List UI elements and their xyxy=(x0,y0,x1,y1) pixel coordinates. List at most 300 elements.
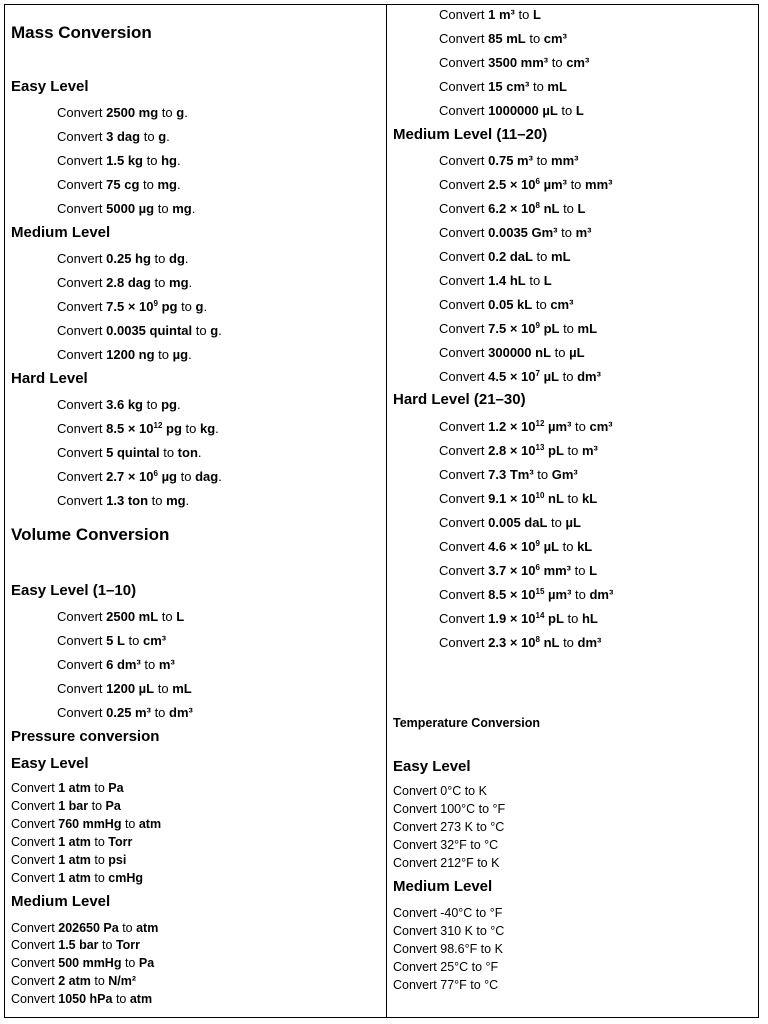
instruction-text: to xyxy=(181,421,200,436)
quantity-text: atm xyxy=(129,992,153,1006)
instruction-text: Convert xyxy=(439,249,489,264)
instruction-text: Convert xyxy=(57,609,107,624)
quantity-text: Torr xyxy=(108,835,133,849)
right-column xyxy=(387,5,758,1017)
exercise-item xyxy=(11,781,124,795)
instruction-text: to xyxy=(559,539,578,554)
instruction-text: to xyxy=(118,921,137,935)
quantity-text: $8.5 \times 10^{15}$ µm³ xyxy=(488,587,572,602)
quantity-text: m³ xyxy=(158,657,175,672)
instruction-text: to xyxy=(90,835,109,849)
quantity-text: L xyxy=(589,563,598,578)
instruction-text: Convert xyxy=(439,297,489,312)
instruction-text: to xyxy=(148,493,167,508)
exercise-item xyxy=(57,129,170,144)
instruction-text: to xyxy=(192,323,211,338)
instruction-text: Convert xyxy=(11,921,59,935)
exercise-item xyxy=(57,469,222,484)
quantity-text: 1.5 bar xyxy=(58,938,99,952)
instruction-text: to xyxy=(532,249,552,264)
quantity-text: dag xyxy=(195,469,219,484)
instruction-text: to xyxy=(150,275,170,290)
exercise-item xyxy=(57,609,184,624)
quantity-text: 1 m³ xyxy=(488,7,515,22)
instruction-text: Convert xyxy=(439,225,489,240)
heading-medium-level: Medium Level xyxy=(393,878,493,895)
instruction-text: Convert xyxy=(439,79,489,94)
exercise-item xyxy=(393,856,499,870)
quantity-text: L xyxy=(176,609,185,624)
exercise-item xyxy=(11,799,121,813)
quantity-text: 1.4 hL xyxy=(488,273,526,288)
instruction-text: to xyxy=(532,297,551,312)
instruction-text: to xyxy=(158,609,177,624)
quantity-text: $3.7 \times 10^6$ mm³ xyxy=(488,563,572,578)
heading-medium-level-11-20: Medium Level (11–20) xyxy=(393,126,548,143)
instruction-text: to xyxy=(154,347,173,362)
exercise-item xyxy=(57,347,192,362)
exponent: 9 xyxy=(535,539,540,548)
instruction-text: Convert xyxy=(57,153,107,168)
quantity-text: Gm³ xyxy=(551,467,578,482)
instruction-text: Convert xyxy=(11,871,59,885)
heading-volume-conversion: Volume Conversion xyxy=(11,525,170,544)
quantity-text: $7.5 \times 10^9$ pg xyxy=(106,299,178,314)
quantity-text: dm³ xyxy=(169,705,193,720)
instruction-text: to xyxy=(525,31,544,46)
instruction-text: Convert 212°F to K xyxy=(393,856,500,870)
quantity-text: µL xyxy=(565,515,581,530)
exercise-item xyxy=(439,635,601,650)
quantity-text: cmHg xyxy=(108,871,144,885)
instruction-text: to xyxy=(571,419,590,434)
instruction-text: to xyxy=(566,177,586,192)
quantity-text: L xyxy=(577,201,586,216)
quantity-text: Pa xyxy=(138,956,155,970)
quantity-text: 3.6 kg xyxy=(106,397,143,412)
instruction-text: Convert xyxy=(11,974,59,988)
quantity-text: 3 dag xyxy=(106,129,141,144)
exercise-item xyxy=(11,992,152,1006)
instruction-text: to xyxy=(559,201,578,216)
quantity-text: 5 L xyxy=(106,633,125,648)
quantity-text: $7.5 \times 10^9$ pL xyxy=(488,321,560,336)
instruction-text: Convert xyxy=(439,273,489,288)
instruction-text: to xyxy=(514,7,533,22)
instruction-text: Convert xyxy=(439,153,489,168)
exercise-item xyxy=(57,421,219,436)
exercise-item xyxy=(439,297,573,312)
quantity-text: 1 bar xyxy=(58,799,89,813)
quantity-text: 1 atm xyxy=(58,835,91,849)
exercise-item xyxy=(11,938,140,952)
instruction-text: to xyxy=(559,635,578,650)
instruction-text: to xyxy=(551,345,570,360)
instruction-text: . xyxy=(218,323,222,338)
heading-medium-level: Medium Level xyxy=(11,224,111,241)
exercise-item xyxy=(393,978,498,992)
exponent: 9 xyxy=(535,321,540,330)
quantity-text: ton xyxy=(177,445,198,460)
quantity-text: m³ xyxy=(575,225,592,240)
exponent: 10 xyxy=(535,491,545,500)
instruction-text: Convert xyxy=(439,103,489,118)
instruction-text: Convert 310 K to °C xyxy=(393,924,505,938)
exercise-item xyxy=(57,323,222,338)
quantity-text: 85 mL xyxy=(488,31,526,46)
instruction-text: Convert xyxy=(439,55,489,70)
quantity-text: 0.75 m³ xyxy=(488,153,533,168)
quantity-text: 1200 ng xyxy=(106,347,155,362)
instruction-text: Convert 32°F to °C xyxy=(393,838,499,852)
instruction-text: Convert xyxy=(439,491,489,506)
instruction-text: . xyxy=(176,397,181,412)
quantity-text: mg xyxy=(166,493,186,508)
quantity-text: cm³ xyxy=(143,633,167,648)
quantity-text: 1000000 µL xyxy=(488,103,558,118)
instruction-text: Convert xyxy=(11,853,59,867)
quantity-text: $1.2 \times 10^{12}$ µm³ xyxy=(488,419,572,434)
quantity-text: mg xyxy=(157,177,177,192)
instruction-text: . xyxy=(185,493,190,508)
instruction-text: Convert 100°C to °F xyxy=(393,802,506,816)
quantity-text: g xyxy=(158,129,167,144)
quantity-text: psi xyxy=(108,853,127,867)
exercise-item xyxy=(393,960,498,974)
quantity-text: hg xyxy=(161,153,177,168)
exponent: 15 xyxy=(535,587,545,596)
instruction-text: to xyxy=(88,799,106,813)
instruction-text: to xyxy=(124,633,144,648)
exercise-item xyxy=(439,7,541,22)
quantity-text: L xyxy=(575,103,584,118)
exponent: 7 xyxy=(535,369,540,378)
quantity-text: $2.7 \times 10^6$ µg xyxy=(106,469,177,484)
instruction-text: Convert xyxy=(439,321,489,336)
quantity-text: 5000 µg xyxy=(106,201,155,216)
instruction-text: to xyxy=(150,705,170,720)
quantity-text: mm³ xyxy=(585,177,613,192)
instruction-text: to xyxy=(121,956,139,970)
instruction-text: Convert xyxy=(11,956,59,970)
instruction-text: to xyxy=(121,817,139,831)
exercise-item xyxy=(11,853,126,867)
instruction-text: to xyxy=(140,129,159,144)
instruction-text: Convert xyxy=(439,587,489,602)
quantity-text: $2.5 \times 10^6$ µm³ xyxy=(488,177,567,192)
quantity-text: 2500 mg xyxy=(106,105,159,120)
quantity-text: dm³ xyxy=(577,635,602,650)
instruction-text: Convert xyxy=(57,705,107,720)
exercise-item xyxy=(439,55,589,70)
quantity-text: mg xyxy=(172,201,192,216)
exercise-item xyxy=(393,838,498,852)
instruction-text: to xyxy=(112,992,130,1006)
instruction-text: Convert xyxy=(11,799,59,813)
instruction-text: . xyxy=(203,299,208,314)
quantity-text: 0.0035 Gm³ xyxy=(488,225,558,240)
instruction-text: to xyxy=(557,225,576,240)
quantity-text: 1.5 kg xyxy=(106,153,143,168)
instruction-text: to xyxy=(150,251,170,266)
quantity-text: L xyxy=(532,7,541,22)
instruction-text: . xyxy=(188,275,193,290)
quantity-text: kL xyxy=(581,491,598,506)
exercise-item xyxy=(57,275,192,290)
exercise-item xyxy=(439,419,613,434)
instruction-text: Convert xyxy=(439,539,489,554)
exercise-item xyxy=(439,249,571,264)
exponent: 8 xyxy=(535,635,540,644)
quantity-text: 5 quintal xyxy=(106,445,160,460)
instruction-text: Convert xyxy=(439,419,489,434)
exercise-item xyxy=(439,563,597,578)
quantity-text: pg xyxy=(161,397,177,412)
instruction-text: to xyxy=(532,153,552,168)
instruction-text: Convert xyxy=(57,299,107,314)
instruction-text: to xyxy=(559,321,578,336)
exercise-item xyxy=(57,397,181,412)
exercise-item xyxy=(57,177,181,192)
instruction-text: to xyxy=(154,201,173,216)
heading-easy-level: Easy Level xyxy=(11,755,89,772)
quantity-text: cm³ xyxy=(589,419,613,434)
instruction-text: Convert xyxy=(57,445,107,460)
instruction-text: to xyxy=(571,563,590,578)
exercise-item xyxy=(57,153,181,168)
heading-easy-level: Easy Level xyxy=(393,758,471,775)
quantity-text: $2.8 \times 10^{13}$ pL xyxy=(488,443,564,458)
quantity-text: 1.3 ton xyxy=(106,493,149,508)
instruction-text: to xyxy=(525,273,544,288)
instruction-text: Convert xyxy=(57,201,107,216)
instruction-text: to xyxy=(529,79,548,94)
instruction-text: to xyxy=(557,103,576,118)
exercise-item xyxy=(439,443,598,458)
exponent: 6 xyxy=(535,563,540,572)
quantity-text: 0.0035 quintal xyxy=(106,323,193,338)
quantity-text: mm³ xyxy=(551,153,579,168)
instruction-text: to xyxy=(177,469,196,484)
instruction-text: Convert xyxy=(57,105,107,120)
instruction-text: Convert xyxy=(57,275,107,290)
quantity-text: 500 mmHg xyxy=(58,956,122,970)
instruction-text: to xyxy=(140,657,159,672)
exercise-item xyxy=(57,105,188,120)
instruction-text: Convert xyxy=(57,347,107,362)
exponent: 14 xyxy=(535,611,545,620)
instruction-text: Convert xyxy=(439,369,489,384)
quantity-text: Torr xyxy=(115,938,141,952)
exponent: 9 xyxy=(153,299,158,308)
quantity-text: $4.6 \times 10^9$ µL xyxy=(488,539,559,554)
quantity-text: 0.25 m³ xyxy=(106,705,151,720)
heading-hard-level-21-30: Hard Level (21–30) xyxy=(393,391,526,408)
exercise-item xyxy=(11,817,161,831)
instruction-text: Convert 273 K to °C xyxy=(393,820,505,834)
instruction-text: Convert xyxy=(439,443,489,458)
heading-medium-level: Medium Level xyxy=(11,893,111,910)
exercise-item xyxy=(439,467,578,482)
exercise-item xyxy=(57,705,193,720)
instruction-text: Convert xyxy=(439,467,489,482)
quantity-text: 2.8 dag xyxy=(106,275,151,290)
quantity-text: N/m² xyxy=(108,974,137,988)
exponent: 6 xyxy=(535,177,540,186)
instruction-text: to xyxy=(559,369,578,384)
quantity-text: dm³ xyxy=(589,587,614,602)
instruction-text: to xyxy=(571,587,590,602)
exercise-item xyxy=(439,539,592,554)
quantity-text: 1 atm xyxy=(58,853,91,867)
instruction-text: . xyxy=(166,129,170,144)
instruction-text: to xyxy=(563,491,582,506)
instruction-text: Convert xyxy=(57,681,107,696)
quantity-text: 0.05 kL xyxy=(488,297,533,312)
instruction-text: Convert xyxy=(439,635,489,650)
instruction-text: Convert xyxy=(57,323,107,338)
quantity-text: g xyxy=(195,299,204,314)
quantity-text: 1 atm xyxy=(58,781,91,795)
exercise-item xyxy=(393,906,502,920)
instruction-text: . xyxy=(215,421,219,436)
exercise-item xyxy=(439,611,598,626)
instruction-text: Convert 0°C to K xyxy=(393,784,487,798)
instruction-text: Convert xyxy=(57,251,107,266)
quantity-text: $8.5 \times 10^{12}$ pg xyxy=(106,421,182,436)
exercise-item xyxy=(439,587,613,602)
instruction-text: . xyxy=(188,347,192,362)
instruction-text: Convert xyxy=(439,177,489,192)
exercise-item xyxy=(57,657,175,672)
quantity-text: dg xyxy=(169,251,185,266)
exercise-item xyxy=(57,681,192,696)
exponent: 6 xyxy=(153,469,158,478)
instruction-text: to xyxy=(90,781,109,795)
instruction-text: Convert 77°F to °C xyxy=(393,978,499,992)
instruction-text: Convert xyxy=(57,177,107,192)
instruction-text: Convert xyxy=(439,515,489,530)
instruction-text: . xyxy=(218,469,222,484)
quantity-text: 0.25 hg xyxy=(106,251,151,266)
exercise-item xyxy=(57,445,202,460)
exercise-item xyxy=(11,956,154,970)
instruction-text: Convert xyxy=(57,493,107,508)
instruction-text: Convert xyxy=(11,992,59,1006)
quantity-text: 7.3 Tm³ xyxy=(488,467,534,482)
quantity-text: 6 dm³ xyxy=(106,657,141,672)
instruction-text: Convert xyxy=(11,817,59,831)
quantity-text: 760 mmHg xyxy=(58,817,122,831)
quantity-text: 3500 mm³ xyxy=(488,55,549,70)
quantity-text: cm³ xyxy=(543,31,567,46)
quantity-text: µL xyxy=(569,345,585,360)
exercise-item xyxy=(393,820,504,834)
instruction-text: to xyxy=(158,105,177,120)
instruction-text: to xyxy=(548,55,567,70)
quantity-text: 300000 nL xyxy=(488,345,552,360)
instruction-text: . xyxy=(176,177,181,192)
instruction-text: . xyxy=(176,153,181,168)
exercise-item xyxy=(439,31,567,46)
quantity-text: cm³ xyxy=(550,297,574,312)
quantity-text: mL xyxy=(172,681,192,696)
exercise-item xyxy=(11,974,136,988)
instruction-text: to xyxy=(139,177,158,192)
quantity-text: 1 atm xyxy=(58,871,91,885)
quantity-text: L xyxy=(543,273,552,288)
quantity-text: 0.005 daL xyxy=(488,515,548,530)
instruction-text: . xyxy=(184,251,189,266)
quantity-text: g xyxy=(210,323,219,338)
exercise-item xyxy=(11,921,158,935)
exponent: 8 xyxy=(535,201,540,210)
instruction-text: . xyxy=(184,105,188,120)
heading-pressure-conversion: Pressure conversion xyxy=(11,728,160,745)
quantity-text: 15 cm³ xyxy=(488,79,530,94)
exercise-item xyxy=(439,321,597,336)
exercise-item xyxy=(439,103,584,118)
instruction-text: Convert -40°C to °F xyxy=(393,906,503,920)
instruction-text: Convert 25°C to °F xyxy=(393,960,499,974)
exercise-item xyxy=(439,177,612,192)
exponent: 12 xyxy=(153,421,163,430)
quantity-text: mL xyxy=(547,79,567,94)
quantity-text: 202650 Pa xyxy=(58,921,119,935)
quantity-text: 1050 hPa xyxy=(58,992,113,1006)
quantity-text: m³ xyxy=(581,443,598,458)
worksheet-page xyxy=(4,4,759,1018)
exponent: 13 xyxy=(535,443,545,452)
quantity-text: 1200 µL xyxy=(106,681,155,696)
exercise-item xyxy=(439,79,567,94)
instruction-text: to xyxy=(547,515,566,530)
quantity-text: g xyxy=(176,105,185,120)
exercise-item xyxy=(393,942,503,956)
exercise-item xyxy=(439,491,597,506)
exercise-item xyxy=(57,251,189,266)
instruction-text: to xyxy=(563,443,582,458)
instruction-text: to xyxy=(143,153,162,168)
exercise-item xyxy=(393,924,504,938)
instruction-text: Convert xyxy=(57,633,107,648)
heading-easy-level: Easy Level xyxy=(11,78,89,95)
quantity-text: atm xyxy=(136,921,159,935)
quantity-text: $9.1 \times 10^{10}$ nL xyxy=(488,491,564,506)
instruction-text: . xyxy=(197,445,202,460)
quantity-text: 2 atm xyxy=(58,974,91,988)
exponent: 12 xyxy=(535,419,545,428)
quantity-text: kL xyxy=(577,539,593,554)
instruction-text: Convert xyxy=(57,469,107,484)
instruction-text: Convert xyxy=(439,345,489,360)
exercise-item xyxy=(57,299,207,314)
heading-hard-level: Hard Level xyxy=(11,370,88,387)
exercise-item xyxy=(11,835,132,849)
quantity-text: mg xyxy=(169,275,189,290)
quantity-text: $6.2 \times 10^8$ nL xyxy=(488,201,560,216)
heading-temperature-conversion: Temperature Conversion xyxy=(393,716,541,730)
exercise-item xyxy=(439,225,591,240)
instruction-text: Convert xyxy=(11,781,59,795)
instruction-text: Convert xyxy=(11,938,59,952)
quantity-text: atm xyxy=(138,817,162,831)
instruction-text: Convert xyxy=(57,657,107,672)
heading-easy-level-1-10: Easy Level (1–10) xyxy=(11,582,137,599)
quantity-text: $2.3 \times 10^8$ nL xyxy=(488,635,560,650)
instruction-text: Convert 98.6°F to K xyxy=(393,942,503,956)
instruction-text: to xyxy=(90,974,109,988)
